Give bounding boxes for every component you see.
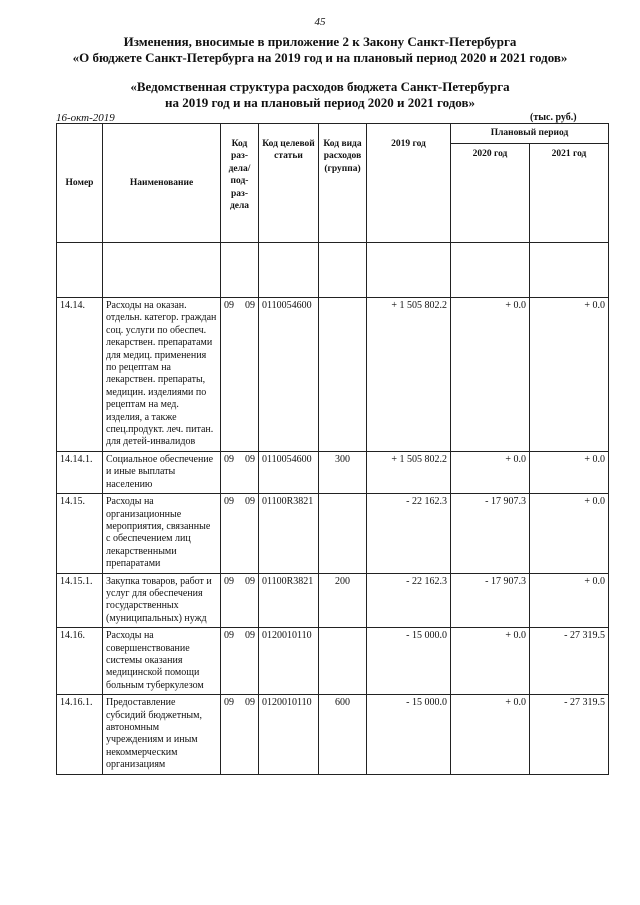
row-number: 14.16.1. [57, 695, 103, 774]
header-number: Номер [57, 124, 103, 243]
table-body [57, 298, 609, 775]
header-2019: 2019 год [367, 124, 451, 243]
row-target-code: 01100R3821 [259, 494, 319, 573]
row-2021: + 0.0 [530, 451, 609, 493]
units-label: (тыс. руб.) [530, 112, 577, 123]
row-2020: + 0.0 [451, 628, 530, 695]
row-section: 09 [224, 630, 234, 642]
row-subsection: 09 [245, 453, 255, 465]
row-name: Расходы на совершенствование системы оказания медицинской помощи больным туберкулезом [103, 628, 221, 695]
row-2020: + 0.0 [451, 298, 530, 452]
row-2021: - 27 319.5 [530, 628, 609, 695]
row-2021: - 27 319.5 [530, 695, 609, 774]
row-2021: + 0.0 [530, 494, 609, 573]
row-section-code [221, 451, 259, 493]
row-section: 09 [224, 300, 234, 311]
row-2021: + 0.0 [530, 298, 609, 452]
row-2019: - 15 000.0 [367, 695, 451, 774]
row-target-code: 01100R3821 [259, 573, 319, 628]
row-subsection: 09 [245, 697, 255, 709]
header-2021: 2021 год [530, 144, 609, 243]
row-2020: - 17 907.3 [451, 494, 530, 573]
row-expense-type [319, 628, 367, 695]
row-section-code [221, 628, 259, 695]
table-row [57, 628, 609, 695]
row-2019: - 22 162.3 [367, 573, 451, 628]
row-expense-type: 200 [319, 573, 367, 628]
row-2020: - 17 907.3 [451, 573, 530, 628]
header-row [57, 124, 609, 144]
row-2021: + 0.0 [530, 573, 609, 628]
row-section-code [221, 695, 259, 774]
subtitle-line: на 2019 год и на плановый период 2020 и 2021 годов» [164, 95, 475, 110]
row-section-code [221, 494, 259, 573]
row-section: 09 [224, 453, 234, 465]
row-expense-type: 600 [319, 695, 367, 774]
row-number: 14.14. [57, 298, 103, 452]
row-expense-type [319, 494, 367, 573]
row-section-code [221, 298, 259, 452]
row-section-code [221, 573, 259, 628]
document-title [0, 34, 640, 66]
row-name: Предоставление субсидий бюджетным, автономным учреждениям и иным некоммерческим организациям [103, 695, 221, 774]
row-target-code: 0120010110 [259, 628, 319, 695]
budget-table [56, 123, 609, 775]
subtitle-line: «Ведомственная структура расходов бюджета Санкт-Петербурга [130, 79, 510, 94]
row-2019: + 1 505 802.2 [367, 451, 451, 493]
table-row [57, 573, 609, 628]
row-name: Закупка товаров, работ и услуг для обеспечения государственных (муниципальных) нужд [103, 573, 221, 628]
row-number: 14.16. [57, 628, 103, 695]
header-2020: 2020 год [451, 144, 530, 243]
row-section: 09 [224, 496, 234, 508]
row-number: 14.15. [57, 494, 103, 573]
row-target-code: 0110054600 [259, 298, 319, 452]
table-row [57, 695, 609, 774]
row-2020: + 0.0 [451, 695, 530, 774]
row-name: Социальное обеспечение и иные выплаты населению [103, 451, 221, 493]
document-subtitle [0, 79, 640, 111]
header-section: Код раз- дела/ под- раз- дела [221, 124, 259, 243]
title-line: Изменения, вносимые в приложение 2 к Закону Санкт-Петербурга [123, 34, 517, 49]
row-2020: + 0.0 [451, 451, 530, 493]
title-line: «О бюджете Санкт-Петербурга на 2019 год и на плановый период 2020 и 2021 годов» [72, 50, 568, 65]
header-expense-type: Код вида расходов (группа) [319, 124, 367, 243]
header-target: Код целевой статьи [259, 124, 319, 243]
row-2019: - 22 162.3 [367, 494, 451, 573]
row-subsection: 09 [245, 630, 255, 642]
row-target-code: 0110054600 [259, 451, 319, 493]
row-section: 09 [224, 575, 234, 587]
row-subsection: 09 [245, 575, 255, 587]
row-number: 14.15.1. [57, 573, 103, 628]
row-expense-type: 300 [319, 451, 367, 493]
row-expense-type [319, 298, 367, 452]
header-name: Наименование [103, 124, 221, 243]
table-row [57, 451, 609, 493]
table-row [57, 298, 609, 452]
row-number: 14.14.1. [57, 451, 103, 493]
row-subsection: 09 [245, 496, 255, 508]
page-number: 45 [314, 16, 326, 28]
row-2019: - 15 000.0 [367, 628, 451, 695]
table-row [57, 494, 609, 573]
spacer-row [57, 243, 609, 298]
document-date: 16-окт-2019 [56, 112, 115, 124]
row-section: 09 [224, 697, 234, 709]
header-planning-period: Плановый период [451, 124, 609, 144]
row-subsection: 09 [245, 300, 255, 311]
row-target-code: 0120010110 [259, 695, 319, 774]
row-name: Расходы на организационные мероприятия, связанные с обеспечением лиц лекарственными препаратами [103, 494, 221, 573]
row-2019: + 1 505 802.2 [367, 298, 451, 452]
row-name: Расходы на оказан. отдельн. категор. граждан соц. услуги по обеспеч. лекарствен. препаратами для медиц. применения по рецептам на лекарствен. препараты, медицин. изделиями по рецептам на мед. изделия, а также спец.продукт. леч. питан. для детей-инвалидов [103, 298, 221, 452]
